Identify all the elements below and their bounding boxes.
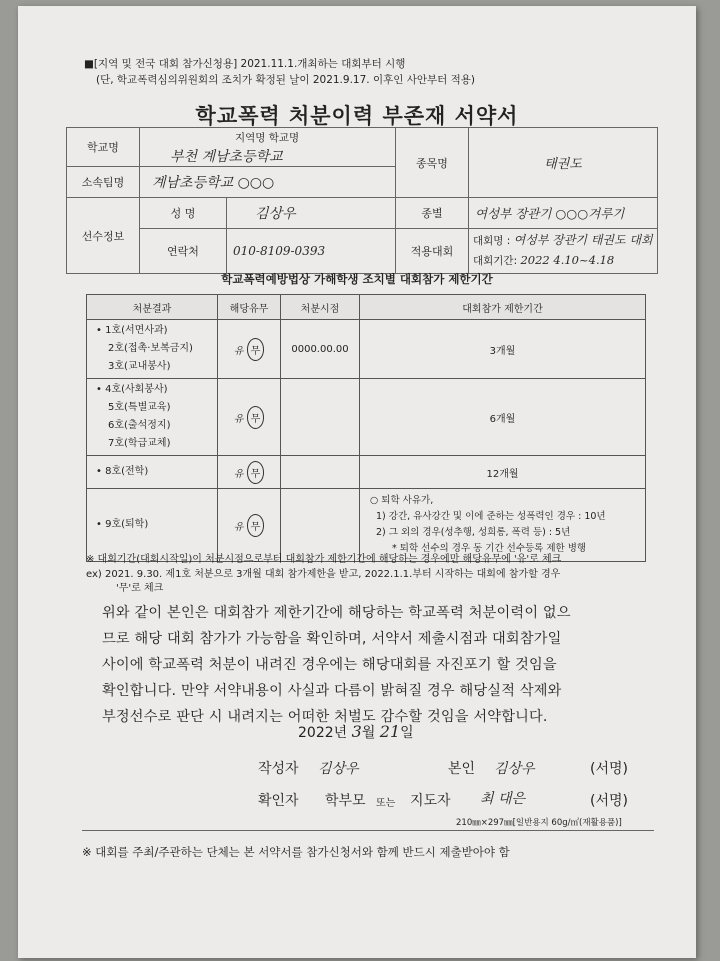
code-item: • 4호(사회봉사) — [96, 384, 168, 395]
coach-value: 최 대은 — [480, 791, 526, 807]
pledge-line: 부정선수로 판단 시 내려지는 어떠한 처벌도 감수할 것임을 서약합니다. — [102, 709, 548, 725]
col-header-date: 처분시점 — [281, 295, 360, 320]
competition-period-value: 2022 4.10~4.18 — [520, 253, 615, 267]
coach-label: 지도자 — [410, 793, 451, 809]
class-value: 여성부 장관기 ○○○겨루기 — [469, 198, 658, 229]
no-mark-circled: 무 — [247, 338, 265, 361]
school-cell — [140, 128, 396, 167]
period-cell: 6개월 — [360, 379, 646, 456]
code-item: 5호(특별교육) — [108, 402, 171, 413]
code-item: • 8호(전학) — [96, 466, 149, 477]
yes-mark: 유 — [233, 345, 244, 357]
codes-cell — [87, 456, 218, 489]
note-line-2: ex) 2021. 9.30. 제1호 처분으로 3개월 대회 참가제한을 받고, 2022.1.1.부터 시작하는 대회에 참가할 경우 — [86, 569, 561, 580]
col-header-applicable: 해당유무 — [218, 295, 281, 320]
no-mark-circled: 무 — [247, 514, 265, 537]
parent-label: 학부모 — [325, 793, 366, 809]
code-item: • 1호(서면사과) — [96, 325, 168, 336]
competition-label: 적용대회 — [396, 229, 469, 274]
self-label: 본인 — [448, 761, 476, 777]
header-line-2: (단, 학교폭력심의위원회의 조치가 확정된 날이 2021.9.17. 이후인 사안부터 적용) — [96, 74, 476, 86]
competition-period-prefix: 대회기간: — [473, 255, 518, 267]
name-value: 김상우 — [227, 198, 396, 229]
code-item: 7호(학급교체) — [108, 438, 171, 449]
no-mark-circled: 무 — [247, 461, 265, 484]
sign-mark-2: (서명) — [590, 793, 628, 809]
yes-mark: 유 — [233, 468, 244, 480]
date-year-suffix: 년 — [333, 725, 348, 741]
applicable-cell — [218, 379, 281, 456]
competition-cell — [469, 229, 658, 274]
school-label: 학교명 — [67, 128, 140, 167]
school-hint: 지역명 학교명 — [235, 132, 300, 144]
contact-label: 연락처 — [140, 229, 227, 274]
signing-date — [298, 722, 414, 742]
expulsion-line: 2) 그 외의 경우(성추행, 성희롱, 폭력 등) : 5년 — [376, 527, 571, 538]
note-line-1: ※ 대회기간(대회시작일)이 처분시점으로부터 대회참가 제한기간에 해당하는 경우에만 해당유무에 '유'로 체크 — [86, 554, 562, 565]
code-item: 2호(접촉·보복금지) — [108, 343, 193, 354]
name-label: 성 명 — [140, 198, 227, 229]
divider-line — [82, 830, 654, 831]
table-row — [87, 456, 646, 489]
col-header-period: 대회참가 제한기간 — [360, 295, 646, 320]
note-line-3: '무'로 체크 — [116, 583, 164, 594]
paper-spec: 210㎜×297㎜[일반용지 60g/㎡(재활용품)] — [456, 818, 622, 828]
date-month-suffix: 월 — [361, 725, 376, 741]
self-value: 김상우 — [494, 761, 535, 777]
player-info-table — [66, 127, 658, 274]
date-day: 21 — [379, 722, 401, 741]
applicable-cell — [218, 320, 281, 379]
date-cell: 0000.00.00 — [281, 320, 360, 379]
no-mark-circled: 무 — [247, 406, 265, 429]
table-row — [87, 320, 646, 379]
writer-label: 작성자 — [258, 761, 299, 777]
code-item: 6호(출석정지) — [108, 420, 171, 431]
team-label: 소속팀명 — [67, 167, 140, 198]
date-month: 3 — [351, 722, 362, 741]
event-label: 종목명 — [396, 128, 469, 198]
date-cell — [281, 456, 360, 489]
date-cell — [281, 379, 360, 456]
applicable-cell — [218, 456, 281, 489]
school-value: 부천 계남초등학교 — [170, 149, 283, 165]
pledge-line: 확인합니다. 만약 서약내용이 사실과 다름이 밝혀질 경우 해당실적 삭제와 — [102, 683, 562, 699]
expulsion-line: * 퇴학 선수의 경우 동 기간 선수등록 제한 병행 — [392, 543, 587, 554]
col-header-result: 처분결과 — [87, 295, 218, 320]
restriction-table — [86, 294, 646, 562]
pledge-line: 사이에 학교폭력 처분이 내려진 경우에는 해당대회를 자진포기 할 것임을 — [102, 657, 557, 673]
code-item: 3호(교내봉사) — [108, 361, 171, 372]
competition-name-prefix: 대회명 : — [473, 235, 511, 247]
code-item: • 9호(퇴학) — [96, 519, 149, 530]
expulsion-line: 1) 강간, 유사강간 및 이에 준하는 성폭력인 경우 : 10년 — [376, 511, 606, 522]
class-label: 종별 — [396, 198, 469, 229]
header-line-1: ■[지역 및 전국 대회 참가신청용] 2021.11.1.개최하는 대회부터 시행 — [84, 58, 406, 70]
writer-value: 김상우 — [318, 761, 359, 777]
date-year: 2022 — [298, 725, 334, 741]
competition-name-value: 여성부 장관기 태권도 대회 — [513, 233, 653, 247]
date-day-suffix: 일 — [400, 725, 414, 741]
pledge-line: 위와 같이 본인은 대회참가 제한기간에 해당하는 학교폭력 처분이력이 없으 — [102, 605, 571, 621]
or-label: 또는 — [376, 798, 396, 809]
section-title: 학교폭력예방법상 가해학생 조치별 대회참가 제한기간 — [221, 272, 493, 286]
footer-note: ※ 대회를 주최/주관하는 단체는 본 서약서를 참가신청서와 함께 반드시 제출받아야 함 — [82, 845, 510, 859]
period-cell: 3개월 — [360, 320, 646, 379]
sign-mark-1: (서명) — [590, 761, 628, 777]
document-sheet — [18, 6, 696, 958]
pledge-line: 므로 해당 대회 참가가 가능함을 확인하며, 서약서 제출시점과 대회참가일 — [102, 631, 562, 647]
period-cell: 12개월 — [360, 456, 646, 489]
table-row — [87, 379, 646, 456]
yes-mark: 유 — [233, 413, 244, 425]
expulsion-line: ○ 퇴학 사유가, — [370, 495, 434, 506]
contact-value: 010-8109-0393 — [227, 229, 396, 274]
team-value: 계남초등학교 ○○○ — [140, 167, 396, 198]
event-value: 태권도 — [469, 128, 658, 198]
codes-cell — [87, 320, 218, 379]
codes-cell — [87, 379, 218, 456]
document-title: 학교폭력 처분이력 부존재 서약서 — [195, 104, 519, 128]
confirm-label: 확인자 — [258, 793, 299, 809]
player-info-label: 선수정보 — [67, 198, 140, 274]
yes-mark: 유 — [233, 521, 244, 533]
